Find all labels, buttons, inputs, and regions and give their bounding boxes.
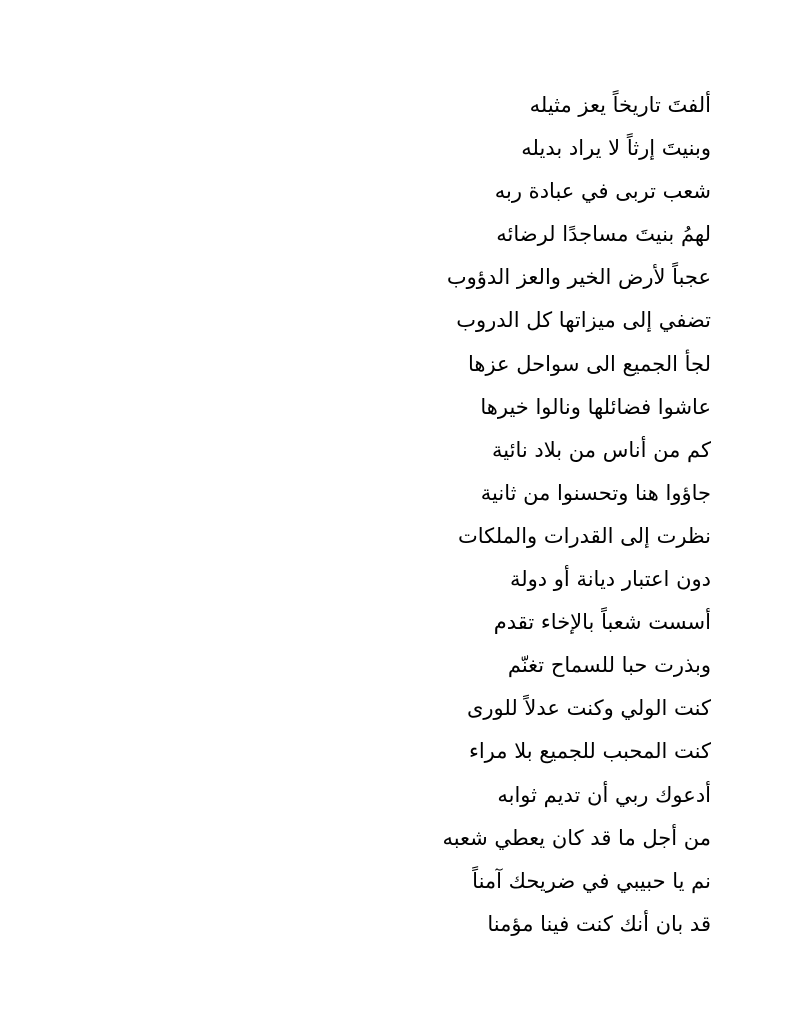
- poem-line-9: كم من أناس من بلاد نائية: [492, 437, 711, 462]
- poem-line-10: جاؤوا هنا وتحسنوا من ثانية: [480, 480, 711, 505]
- poem-line-16: كنت المحبب للجميع بلا مراء: [468, 739, 711, 764]
- poem-line-5: عجباً لأرض الخير والعز الدؤوب: [446, 265, 711, 290]
- poem-text: [291, 84, 711, 946]
- poem-line-15: كنت الولي وكنت عدلاً للورى: [466, 696, 711, 721]
- poem-line-19: نم يا حبيبي في ضريحك آمناً: [472, 868, 711, 893]
- poem-line-1: ألفتَ تاريخاً يعز مثيله: [529, 93, 711, 117]
- poem-line-3: شعب تربى في عبادة ربه: [494, 179, 711, 204]
- poem-line-6: تضفي إلى ميزاتها كل الدروب: [456, 308, 711, 333]
- poem-line-20: قد بان أنك كنت فينا مؤمنا: [487, 911, 711, 936]
- poem-line-2: وبنيتَ إرثاً لا يراد بديله: [521, 136, 711, 161]
- poem-line-4: لهمُ بنيتَ مساجدًا لرضائه: [496, 222, 711, 247]
- poem-line-12: دون اعتبار ديانة أو دولة: [509, 567, 711, 592]
- poem-line-17: أدعوك ربي أن تديم ثوابه: [497, 782, 711, 807]
- poem-line-8: عاشوا فضائلها ونالوا خيرها: [480, 394, 711, 419]
- poem-line-18: من أجل ما قد كان يعطي شعبه: [442, 825, 711, 850]
- poem-line-11: نظرت إلى القدرات والملكات: [457, 523, 711, 548]
- poem-line-14: وبذرت حبا للسماح تغنّم: [507, 653, 711, 678]
- poem-line-7: لجأ الجميع الى سواحل عزها: [468, 351, 711, 376]
- poem-line-13: أسست شعباً بالإخاء تقدم: [493, 610, 711, 635]
